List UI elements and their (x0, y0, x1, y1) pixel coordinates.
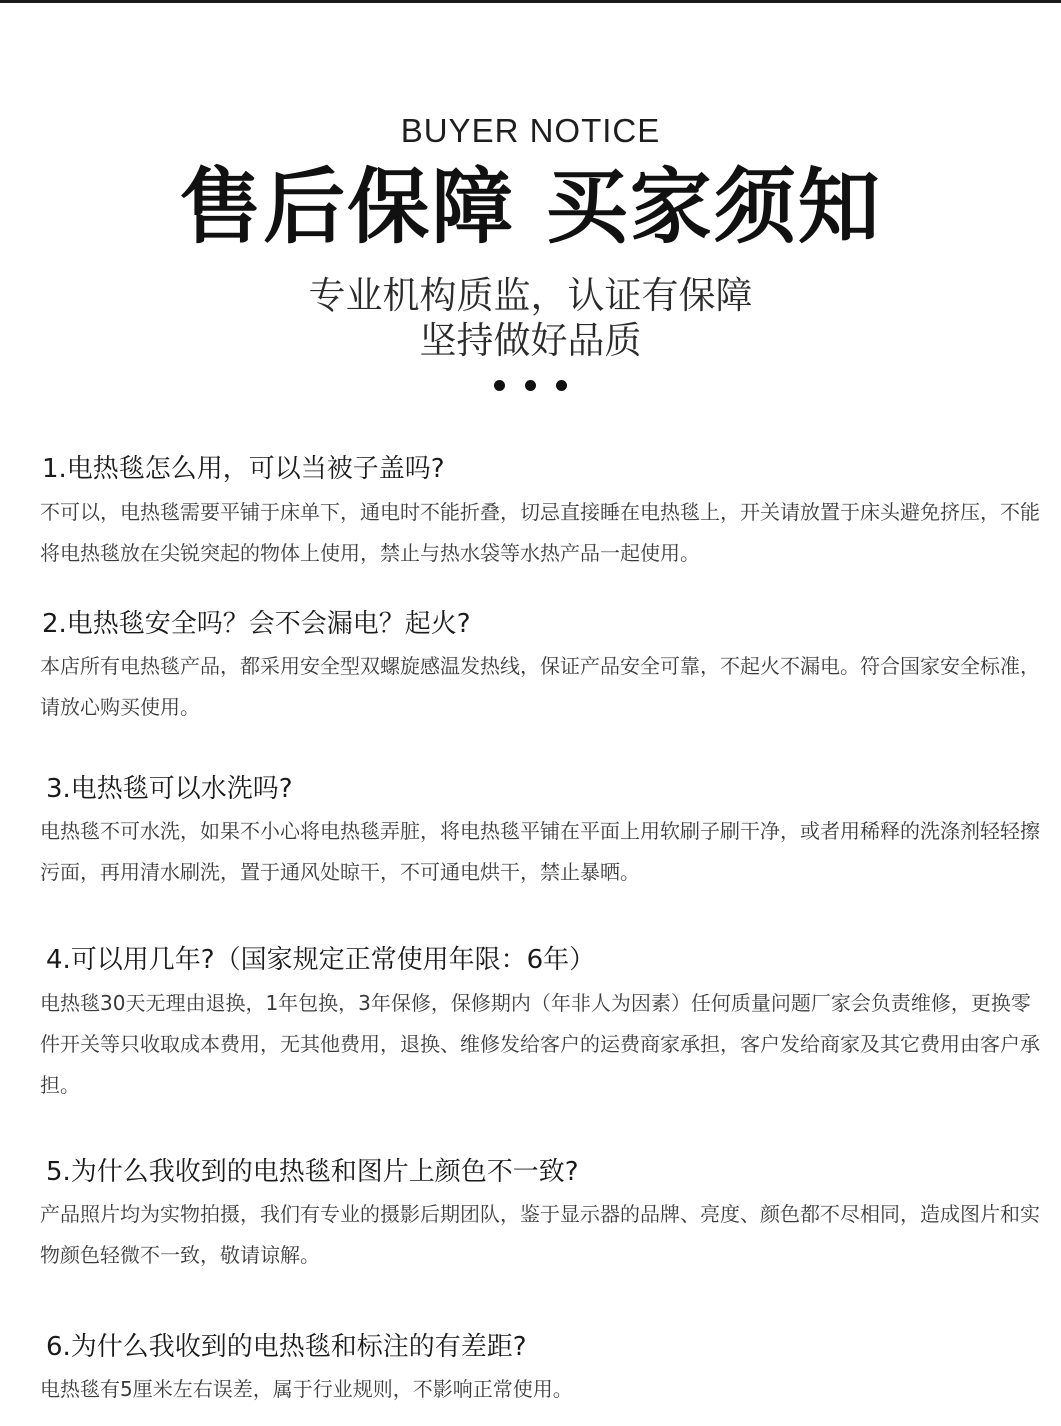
faq-answer-3: 电热毯不可水洗，如果不小心将电热毯弄脏，将电热毯平铺在平面上用软刷子刷干净，或者用稀释的洗涤剂轻轻擦污面，再用清水刷洗，置于通风处晾干，不可通电烘干，禁止暴晒。 (40, 819, 1040, 884)
dot (525, 380, 536, 391)
faq-answer-4: 电热毯30天无理由退换，1年包换，3年保修，保修期内（年非人为因素）任何质量问题厂家会负责维修，更换零件开关等只收取成本费用，无其他费用，退换、维修发给客户的运费商家承担，客户发给商家及其它费用由客户承担。 (40, 991, 1040, 1097)
dot (556, 380, 567, 391)
header-subtitle-en: BUYER NOTICE (400, 112, 661, 149)
separator-dots (0, 380, 1061, 396)
faq-answer-2: 本店所有电热毯产品，都采用安全型双螺旋感温发热线，保证产品安全可靠，不起火不漏电。符合国家安全标准，请放心购买使用。 (40, 654, 1040, 719)
faq-question-6: 6.为什么我收到的电热毯和标注的有差距? (46, 1332, 527, 1362)
faq-answer-6: 电热毯有5厘米左右误差，属于行业规则，不影响正常使用。 (40, 1377, 573, 1401)
faq-question-2: 2.电热毯安全吗？会不会漏电？起火? (42, 609, 471, 639)
tagline-line-1: 专业机构质监，认证有保障 (308, 274, 753, 317)
faq-question-4: 4.可以用几年?（国家规定正常使用年限：6年） (46, 945, 596, 975)
faq-answer-1: 不可以，电热毯需要平铺于床单下，通电时不能折叠，切忌直接睡在电热毯上，开关请放置于床头避免挤压，不能将电热毯放在尖锐突起的物体上使用，禁止与热水袋等水热产品一起使用。 (40, 500, 1040, 565)
faq-question-1: 1.电热毯怎么用，可以当被子盖吗? (42, 454, 445, 484)
faq-question-5: 5.为什么我收到的电热毯和图片上颜色不一致? (46, 1157, 579, 1187)
page-title: 售后保障 买家须知 (179, 160, 882, 255)
faq-question-3: 3.电热毯可以水洗吗? (46, 774, 293, 804)
tagline-line-2: 坚持做好品质 (419, 319, 642, 362)
top-border (0, 0, 1061, 3)
dot (494, 380, 505, 391)
faq-answer-5: 产品照片均为实物拍摄，我们有专业的摄影后期团队，鉴于显示器的品牌、亮度、颜色都不尽相同，造成图片和实物颜色轻微不一致，敬请谅解。 (40, 1202, 1040, 1267)
